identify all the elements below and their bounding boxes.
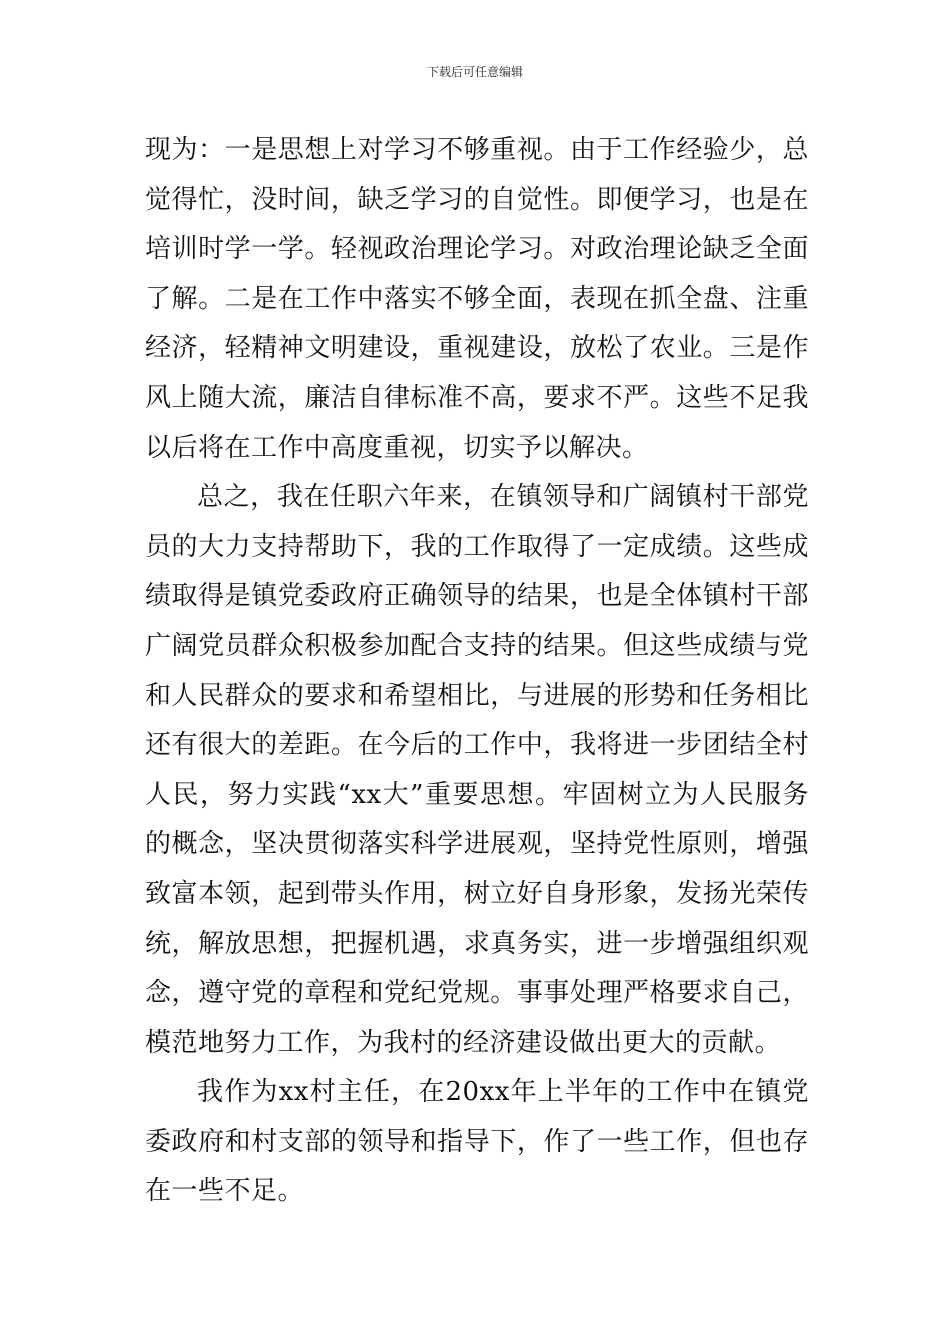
paragraph-introduction: 我作为xx村主任，在20xx年上半年的工作中在镇党委政府和村支部的领导和指导下，作了一些工作，但也存在一些不足。 [145,1077,809,1207]
paragraph-shortcomings: 现为：一是思想上对学习不够重视。由于工作经验少，总觉得忙，没时间，缺乏学习的自觉性。即便学习，也是在培训时学一学。轻视政治理论学习。对政治理论缺乏全面了解。二是在工作中落实不够全面，表现在抓全盘、注重经济，轻精神文明建设，重视建设，放松了农业。三是作风上随大流，廉洁自律标准不高，要求不严。这些不足我以后将在工作中高度重视，切实予以解决。 [145,135,809,463]
page-header-note: 下载后可任意编辑 [426,65,523,79]
document-body [145,126,809,1217]
paragraph-summary: 总之，我在任职六年来，在镇领导和广阔镇村干部党员的大力支持帮助下，我的工作取得了一定成绩。这些成绩取得是镇党委政府正确领导的结果，也是全体镇村干部广阔党员群众积极参加配合支持的结果。但这些成绩与党和人民群众的要求和希望相比，与进展的形势和任务相比还有很大的差距。在今后的工作中，我将进一步团结全村人民，努力实践“xx大”重要思想。牢固树立为人民服务的概念，坚决贯彻落实科学进展观，坚持党性原则，增强致富本领，起到带头作用，树立好自身形象，发扬光荣传统，解放思想，把握机遇，求真务实，进一步增强组织观念，遵守党的章程和党纪党规。事事处理严格要求自己，模范地努力工作，为我村的经济建设做出更大的贡献。 [145,482,809,1058]
